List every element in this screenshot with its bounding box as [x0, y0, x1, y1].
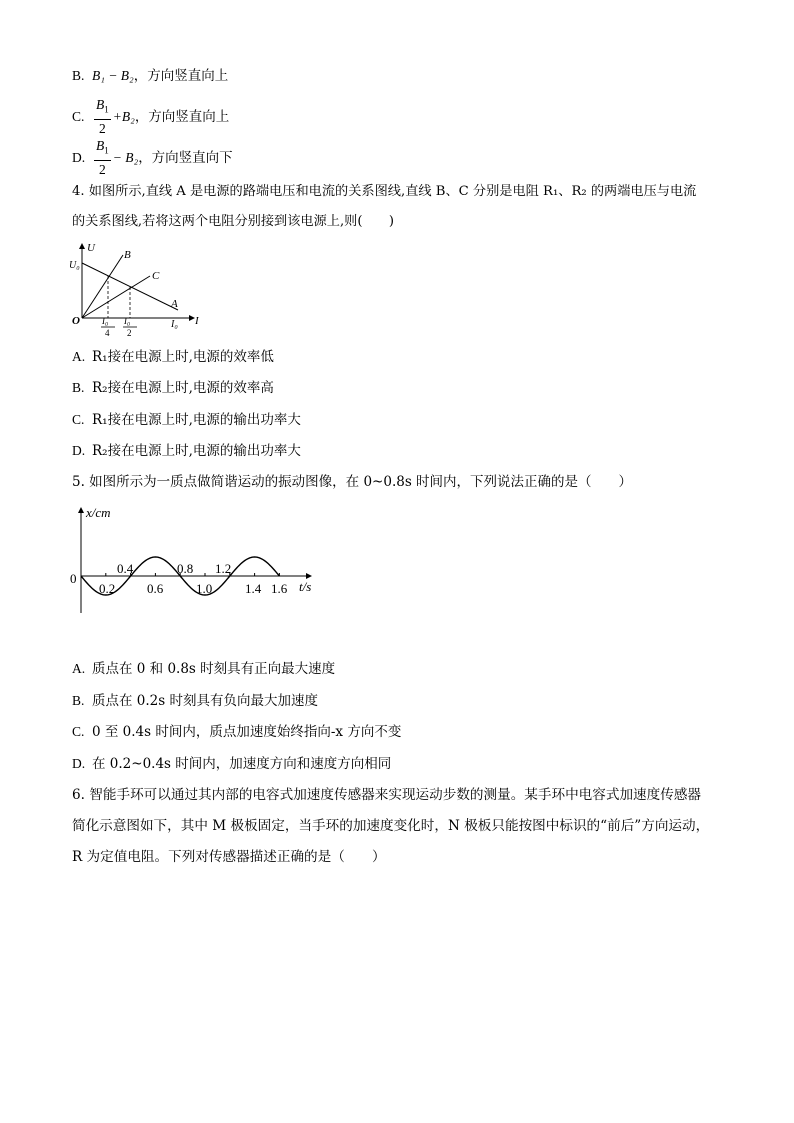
q5-option-b: B. 质点在 0.2s 时刻具有负向最大加速度: [72, 693, 318, 709]
q4-frac1-den: 4: [105, 328, 110, 338]
q4-a-label: A: [171, 298, 178, 310]
q4-line-c: [82, 276, 150, 318]
q3-option-c: C. $\frac{B_1}{2}$ +B₂，方向竖直向上: [72, 97, 230, 136]
q5-tick-1.0: 1.0: [196, 581, 213, 596]
q5-tick-0.2: 0.2: [99, 581, 116, 596]
q5-option-a: A. 质点在 0 和 0.8s 时刻具有正向最大速度: [72, 661, 336, 677]
q6-stem-line2: 简化示意图如下，其中 M 极板固定，当手环的加速度变化时，N 极板只能按图中标识的“前后”方向运动，: [72, 818, 710, 834]
q5-tick-1.2: 1.2: [215, 561, 232, 576]
q5-tick-1.6: 1.6: [271, 581, 288, 596]
q4-c-label: C: [152, 270, 160, 282]
q4-u0-label: U₀: [69, 260, 80, 271]
q5-option-c: C. 0 至 0.4s 时间内，质点加速度始终指向-x 方向不变: [72, 724, 402, 740]
q4-line-b: [82, 255, 123, 318]
q4-option-b: B. R₂接在电源上时,电源的效率高: [72, 380, 274, 396]
q4-frac2-num: I₀: [124, 316, 131, 326]
q5-tick-0.4: 0.4: [117, 561, 134, 576]
q5-vibration-graph: [66, 503, 326, 618]
q5-y-label: x/cm: [86, 505, 111, 520]
fraction-b1-over-2: $\frac{B_1}{2}$: [96, 97, 109, 136]
q6-stem-line3: R 为定值电阻。下列对传感器描述正确的是（ ）: [72, 849, 386, 865]
q5-option-d: D. 在 0.2~0.4s 时间内，加速度方向和速度方向相同: [72, 756, 392, 772]
q4-stem-line1: 4. 如图所示,直线 A 是电源的路端电压和电流的关系图线,直线 B、C 分别是电阻 R₁、R₂ 的两端电压与电流: [72, 184, 697, 199]
q4-origin-label: O: [72, 315, 80, 327]
q4-i-label: I: [195, 315, 199, 327]
q4-frac2-den: 2: [127, 328, 132, 338]
q5-tick-0.6: 0.6: [147, 581, 164, 596]
q3-option-b: B. B₁ − B₂，方向竖直向上: [72, 68, 229, 84]
q4-option-c: C. R₁接在电源上时,电源的输出功率大: [72, 412, 301, 428]
fraction-b1-over-2: $\frac{B_1}{2}$: [96, 138, 109, 177]
q4-i0-label: I₀: [171, 319, 178, 330]
q4-frac1-num: I₀: [102, 316, 109, 326]
q3-option-d: D. $\frac{B_1}{2}$ − B₂，方向竖直向下: [72, 138, 233, 177]
q4-ui-graph: [66, 236, 216, 340]
q4-b-label: B: [124, 249, 131, 261]
q4-option-a: A. R₁接在电源上时,电源的效率低: [72, 349, 274, 365]
q5-tick-0.8: 0.8: [177, 561, 194, 576]
q4-option-d: D. R₂接在电源上时,电源的输出功率大: [72, 443, 301, 459]
q5-t-label: t/s: [299, 579, 312, 594]
q5-zero-label: 0: [70, 571, 77, 586]
q5-tick-1.4: 1.4: [245, 581, 262, 596]
q5-stem: 5. 如图所示为一质点做简谐运动的振动图像，在 0~0.8s 时间内，下列说法正确的是（ ）: [72, 474, 633, 490]
q4-stem-line2: 的关系图线,若将这两个电阻分别接到该电源上,则( ): [72, 214, 394, 229]
q4-u-label: U: [87, 242, 95, 254]
q6-stem-line1: 6. 智能手环可以通过其内部的电容式加速度传感器来实现运动步数的测量。某手环中电容式加速度传感器: [72, 787, 702, 803]
